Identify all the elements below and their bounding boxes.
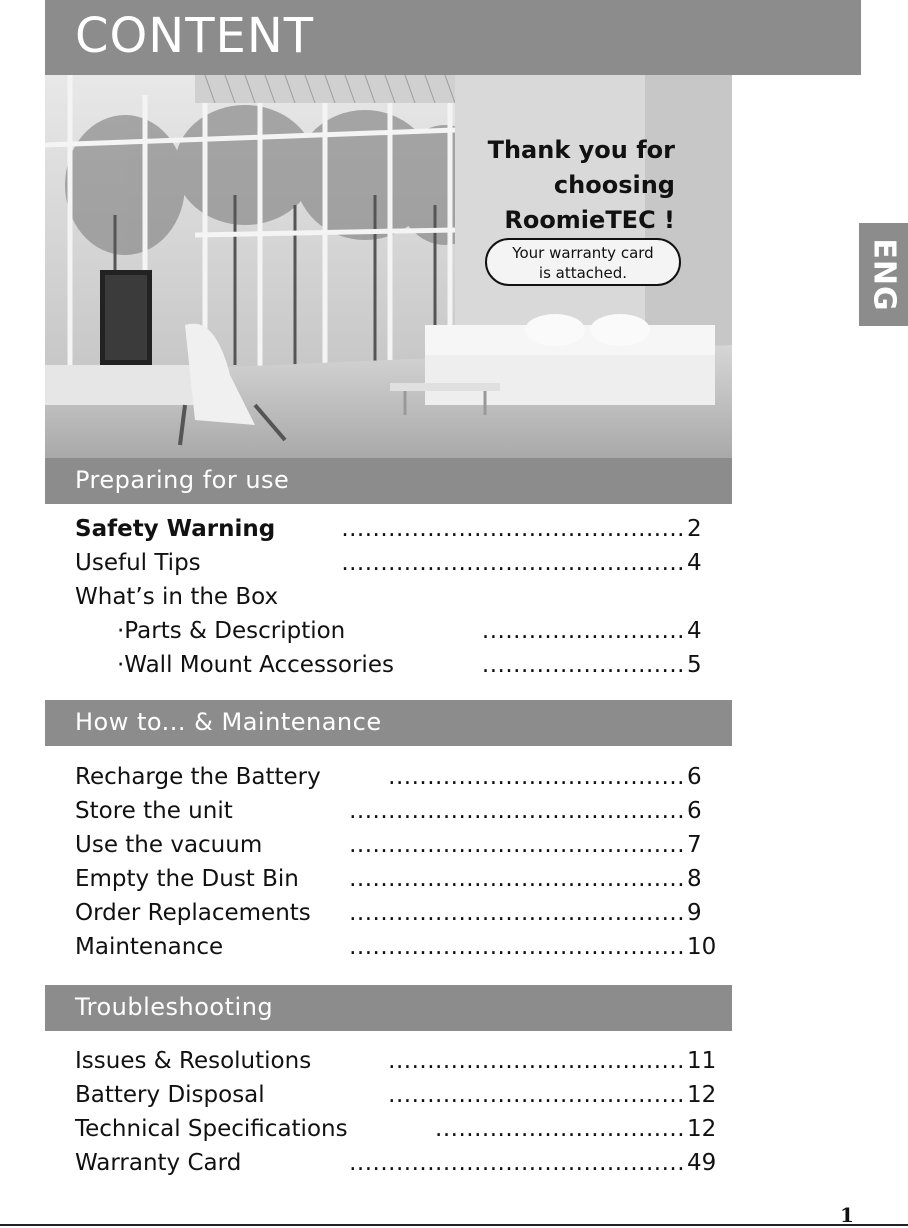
toc-row[interactable] — [75, 896, 735, 930]
toc-page: 12 — [687, 1082, 717, 1108]
toc-label: Empty the Dust Bin — [75, 866, 299, 892]
language-tab — [859, 223, 908, 326]
toc-leader: ............................................ — [341, 516, 685, 542]
section-heading-troubleshooting — [45, 985, 732, 1031]
page-title: CONTENT — [75, 8, 315, 64]
toc-label: Warranty Card — [75, 1150, 242, 1176]
toc-list-howto — [75, 760, 735, 964]
toc-label: Safety Warning — [75, 516, 276, 542]
toc-page: 4 — [687, 618, 702, 644]
toc-row — [75, 580, 735, 614]
toc-row[interactable] — [75, 1044, 735, 1078]
toc-leader: ...................................... — [388, 764, 685, 790]
toc-label: ·Wall Mount Accessories — [117, 652, 394, 678]
toc-label: Recharge the Battery — [75, 764, 321, 790]
section-heading-preparing — [45, 458, 732, 504]
toc-list-troubleshooting — [75, 1044, 735, 1180]
toc-page: 2 — [687, 516, 702, 542]
toc-label: ·Parts & Description — [117, 618, 346, 644]
toc-page: 7 — [687, 832, 702, 858]
toc-row[interactable] — [75, 1146, 735, 1180]
section-title: Preparing for use — [75, 466, 290, 494]
header-bar — [45, 0, 861, 75]
toc-row[interactable] — [75, 1112, 735, 1146]
thank-you-line-2: choosing — [553, 171, 675, 199]
section-heading-howto — [45, 700, 732, 746]
thank-you-line-1: Thank you for — [487, 136, 675, 164]
toc-label: Use the vacuum — [75, 832, 263, 858]
toc-page: 9 — [687, 900, 702, 926]
toc-label: Battery Disposal — [75, 1082, 265, 1108]
page-number: 1 — [840, 1203, 854, 1227]
toc-row[interactable] — [75, 930, 735, 964]
toc-leader: ........................................... — [349, 934, 685, 960]
warranty-line-2: is attached. — [538, 264, 628, 282]
toc-leader: ........................................... — [349, 866, 685, 892]
toc-page: 5 — [687, 652, 702, 678]
toc-leader: ........................................... — [349, 832, 685, 858]
toc-row[interactable] — [75, 512, 735, 546]
section-title: Troubleshooting — [75, 993, 274, 1021]
toc-label: Store the unit — [75, 798, 233, 824]
footer-divider — [0, 1224, 908, 1226]
section-title: How to... & Maintenance — [75, 708, 382, 736]
toc-list-preparing — [75, 512, 735, 682]
toc-leader: ...................................... — [388, 1082, 685, 1108]
toc-page: 6 — [687, 798, 702, 824]
hero-image — [45, 75, 732, 458]
toc-page: 12 — [687, 1116, 717, 1142]
toc-page: 6 — [687, 764, 702, 790]
toc-row[interactable] — [75, 828, 735, 862]
toc-page: 8 — [687, 866, 702, 892]
toc-row[interactable] — [75, 546, 735, 580]
thank-you-line-3: RoomieTEC ! — [504, 206, 675, 234]
toc-page: 10 — [687, 934, 717, 960]
warranty-note — [485, 238, 681, 286]
toc-row[interactable] — [75, 794, 735, 828]
toc-leader: .......................... — [481, 652, 685, 678]
toc-page: 4 — [687, 550, 702, 576]
toc-leader: ...................................... — [388, 1048, 685, 1074]
toc-label: What’s in the Box — [75, 584, 279, 610]
toc-leader: ........................................... — [349, 1150, 685, 1176]
thank-you-message — [488, 133, 675, 238]
toc-page: 11 — [687, 1048, 717, 1074]
toc-label: Useful Tips — [75, 550, 201, 576]
toc-label: Order Replacements — [75, 900, 311, 926]
toc-row[interactable] — [75, 614, 735, 648]
language-label: ENG — [866, 237, 901, 312]
toc-row[interactable] — [75, 1078, 735, 1112]
toc-leader: ........................................... — [349, 798, 685, 824]
toc-page: 49 — [687, 1150, 717, 1176]
toc-label: Issues & Resolutions — [75, 1048, 312, 1074]
warranty-line-1: Your warranty card — [512, 244, 654, 262]
toc-label: Maintenance — [75, 934, 224, 960]
toc-label: Technical Specifications — [75, 1116, 348, 1142]
toc-row[interactable] — [75, 760, 735, 794]
toc-leader: ........................................... — [349, 900, 685, 926]
toc-row[interactable] — [75, 648, 735, 682]
toc-leader: ................................ — [435, 1116, 685, 1142]
toc-row[interactable] — [75, 862, 735, 896]
toc-leader: .......................... — [481, 618, 685, 644]
toc-leader: ............................................ — [341, 550, 685, 576]
